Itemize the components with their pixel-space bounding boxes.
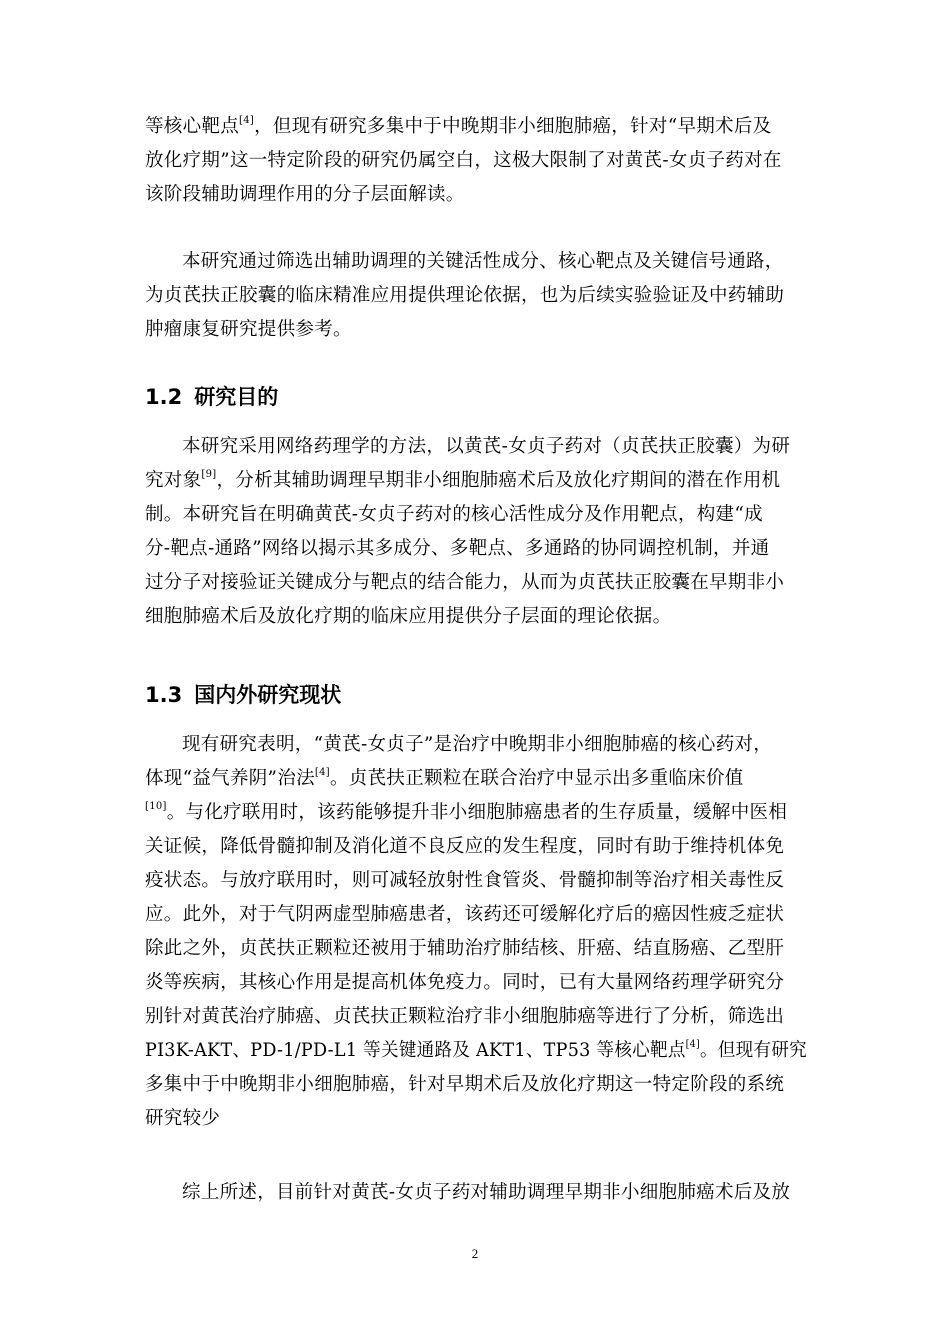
text-line <box>145 762 807 796</box>
text-line: 过分子对接验证关键成分与靶点的结合能力，从而为贞芪扶正胶囊在早期非小 <box>145 572 785 593</box>
text-line: 应。此外，对于气阴两虚型肺癌患者，该药还可缓解化疗后的癌因性疲乏症状 <box>145 904 785 925</box>
text-line: 该阶段辅助调理作用的分子层面解读。 <box>145 184 465 205</box>
text-line: 别针对黄芪治疗肺癌、贞芪扶正颗粒治疗非小细胞肺癌等进行了分析，筛选出 <box>145 1006 785 1027</box>
citation-ref[interactable]: [4] <box>239 114 255 126</box>
section-number: 1.3 <box>145 683 183 707</box>
text-run: 究对象 <box>145 470 202 491</box>
citation-ref[interactable]: [10] <box>145 800 167 812</box>
text-run: ，但现有研究多集中于中晚期非小细胞肺癌，针对“早期术后及 <box>254 116 772 137</box>
paragraph-continuation <box>145 110 807 212</box>
page-number: 2 <box>471 1246 479 1261</box>
text-line: 肿瘤康复研究提供参考。 <box>145 319 352 340</box>
section-title: 研究目的 <box>194 385 279 409</box>
text-line <box>145 796 807 830</box>
text-line: 为贞芪扶正胶囊的临床精准应用提供理论依据，也为后续实验验证及中药辅助 <box>145 285 785 306</box>
text-line: 除此之外，贞芪扶正颗粒还被用于辅助治疗肺结核、肝癌、结直肠癌、乙型肝 <box>145 938 785 959</box>
text-line: 现有研究表明，“黄芪-女贞子”是治疗中晚期非小细胞肺癌的核心药对， <box>182 734 773 755</box>
text-line: 研究较少 <box>145 1108 221 1129</box>
text-line: 多集中于中晚期非小细胞肺癌，针对早期术后及放化疗期这一特定阶段的系统 <box>145 1074 785 1095</box>
section-title: 国内外研究现状 <box>194 683 342 707</box>
section-number: 1.2 <box>145 385 183 409</box>
paragraph-research-objective <box>145 430 807 634</box>
text-line: 细胞肺癌术后及放化疗期的临床应用提供分子层面的理论依据。 <box>145 606 672 627</box>
text-run: 等核心靶点 <box>145 116 240 137</box>
text-line <box>145 464 807 498</box>
paragraph-research-status <box>145 728 807 1136</box>
text-run: PI3K-AKT、PD-1/PD-L1 等关键通路及 AKT1、TP53 等核心靶点 <box>145 1040 686 1061</box>
text-line: 放化疗期”这一特定阶段的研究仍属空白，这极大限制了对黄芪-女贞子药对在 <box>145 150 782 171</box>
text-line: 关证候，降低骨髓抑制及消化道不良反应的发生程度，同时有助于维持机体免 <box>145 836 785 857</box>
citation-ref[interactable]: [9] <box>201 468 217 480</box>
section-heading-1-2 <box>145 382 278 412</box>
text-run: 体现“益气养阴”治法 <box>145 768 315 789</box>
text-line <box>145 110 807 144</box>
text-line: 疫状态。与放疗联用时，则可减轻放射性食管炎、骨髓抑制等治疗相关毒性反 <box>145 870 785 891</box>
text-line: 分-靶点-通路”网络以揭示其多成分、多靶点、多通路的协同调控机制，并通 <box>145 538 770 559</box>
text-run: 。贞芪扶正颗粒在联合治疗中显示出多重临床价值 <box>330 768 744 789</box>
paragraph-research-significance <box>145 245 807 347</box>
text-line: 本研究采用网络药理学的方法，以黄芪-女贞子药对（贞芪扶正胶囊）为研 <box>182 436 791 457</box>
text-run: ，分析其辅助调理早期非小细胞肺癌术后及放化疗期间的潜在作用机 <box>216 470 781 491</box>
text-line: 综上所述，目前针对黄芪-女贞子药对辅助调理早期非小细胞肺癌术后及放 <box>182 1182 791 1203</box>
section-heading-1-3 <box>145 680 341 710</box>
text-line: 炎等疾病，其核心作用是提高机体免疫力。同时，已有大量网络药理学研究分 <box>145 972 785 993</box>
text-run: 。但现有研究 <box>699 1040 807 1061</box>
paragraph-summary <box>145 1176 807 1210</box>
text-run: 。与化疗联用时，该药能够提升非小细胞肺癌患者的生存质量，缓解中医相 <box>166 802 788 823</box>
text-line: 制。本研究旨在明确黄芪-女贞子药对的核心活性成分及作用靶点，构建“成 <box>145 504 763 525</box>
text-line <box>145 1034 807 1068</box>
text-line: 本研究通过筛选出辅助调理的关键活性成分、核心靶点及关键信号通路， <box>182 251 784 272</box>
citation-ref[interactable]: [4] <box>685 1038 700 1050</box>
citation-ref[interactable]: [4] <box>314 766 330 778</box>
